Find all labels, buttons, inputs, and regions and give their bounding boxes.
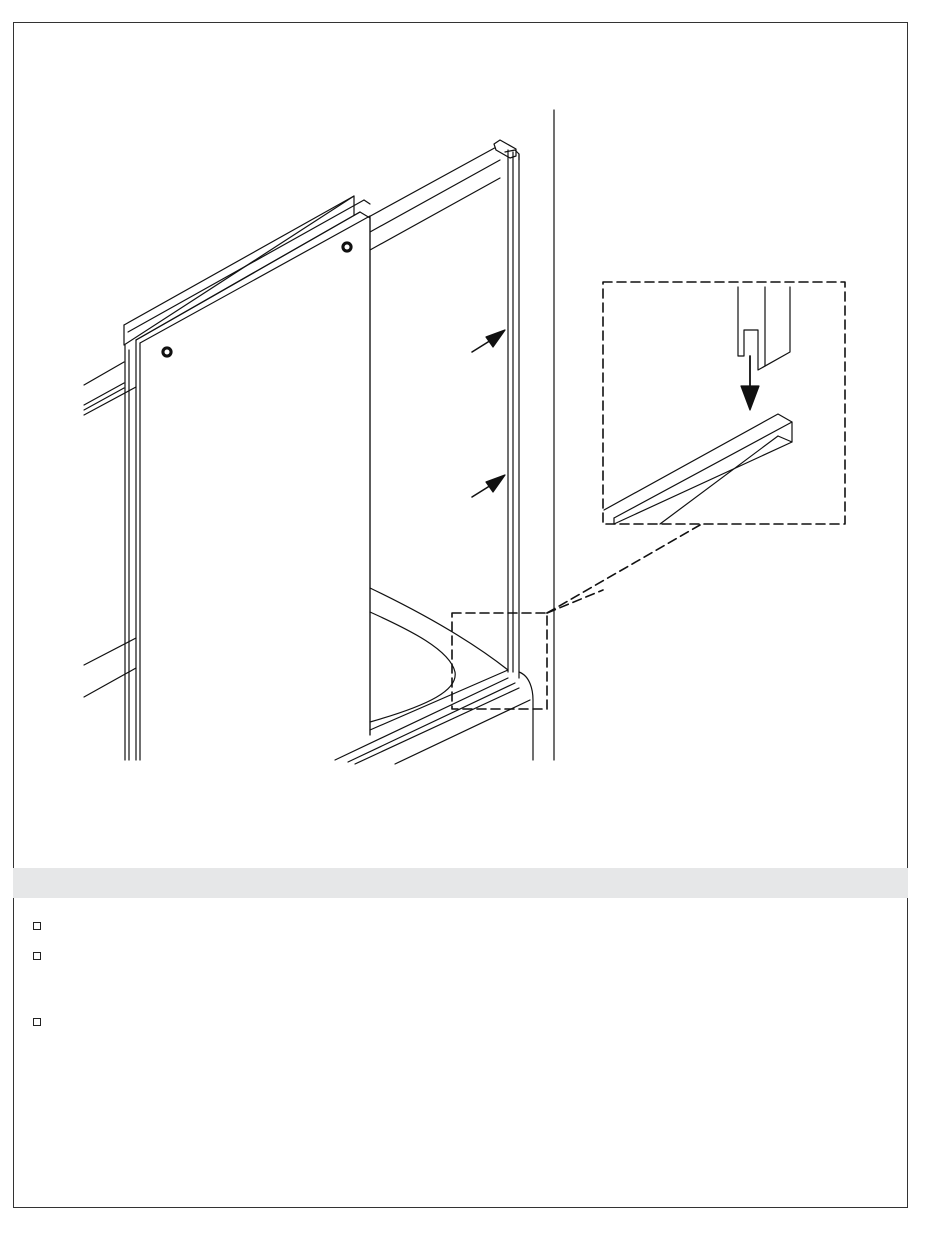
checklist-item [33, 952, 49, 960]
checklist-item [33, 1018, 49, 1026]
side-rails-left [84, 362, 136, 697]
zoom-callout [452, 525, 700, 709]
checklist-item [33, 922, 49, 930]
front-glass-panel [136, 212, 370, 760]
checkbox-square [33, 1018, 41, 1026]
wall-jamb [508, 150, 519, 678]
detail-view [603, 282, 845, 524]
bathtub-edge [370, 588, 508, 722]
insert-arrows [472, 330, 505, 497]
checkbox-square [33, 952, 41, 960]
step-header-band [13, 868, 908, 898]
checkbox-square [33, 922, 41, 930]
top-rail [365, 140, 519, 250]
